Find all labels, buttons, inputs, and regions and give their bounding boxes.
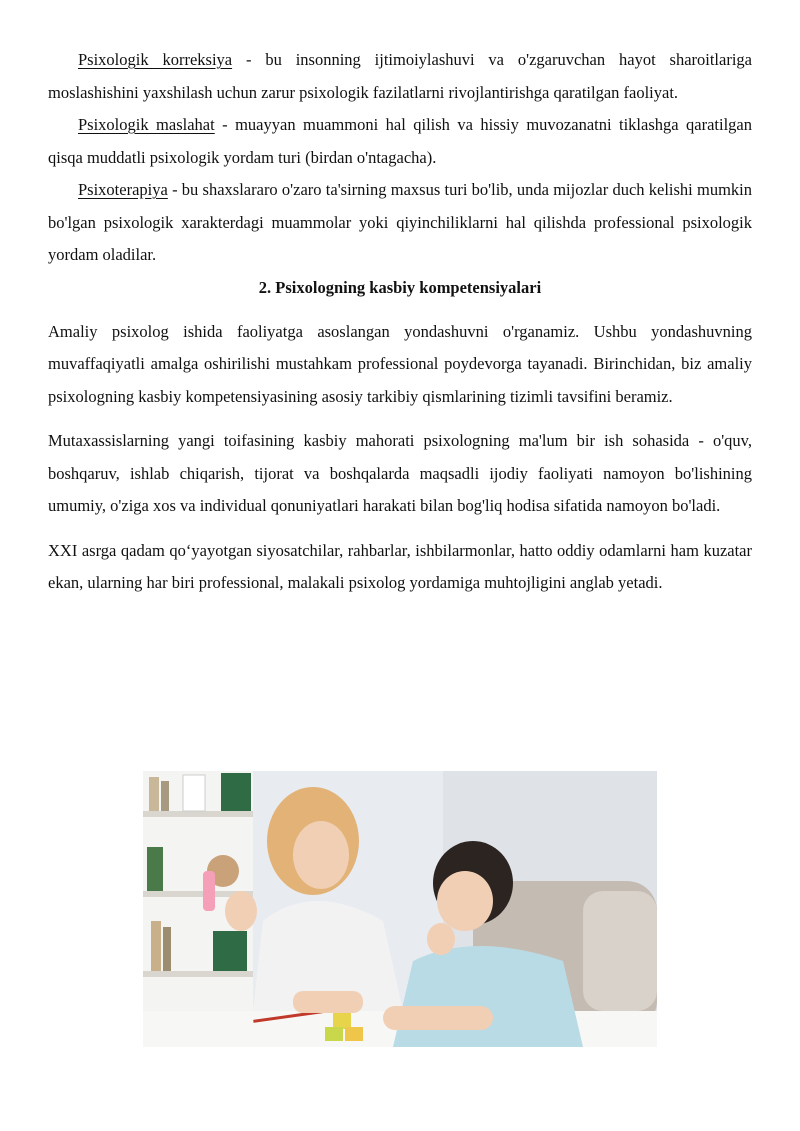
body-paragraph: Mutaxassislarning yangi toifasining kasbiy mahorati psixologning ma'lum bir ish sohasida - o'quv, boshqaruv, ishlab chiqarish, tijorat va boshqalarda maqsadli ijodiy faoliyati namoyon bo'lishining umumiy, o'ziga xos va individual qonuniyatlari harakati bilan bog'liq hodisa sifatida namoyon bo'ladi. (48, 431, 752, 515)
section-heading: 2. Psixologning kasbiy kompetensiyalari (258, 277, 542, 297)
definition-text: - bu shaxslararo o'zaro ta'sirning maxsus turi bo'lib, unda mijozlar duch kelishi mumkin bo'lgan psixologik xarakterdagi muammolar yoki qiyinchiliklarni hal qilishda professional psixologik yordam oladilar. (48, 180, 752, 264)
definition-paragraph (48, 174, 752, 272)
body-paragraph: Amaliy psixolog ishida faoliyatga asoslangan yondashuvni o'rganamiz. Ushbu yondashuvning muvaffaqiyatli amalga oshirilishi mustahkam professional poydevorga tayanadi. Birinchidan, biz amaliy psixologning kasbiy kompetensiyasining asosiy tarkibiy qismlarining tizimli tavsifini beramiz. (48, 321, 752, 406)
definition-term: Psixoterapiya (78, 180, 168, 199)
definition-paragraph (48, 109, 752, 174)
definition-term: Psixologik maslahat (78, 115, 215, 134)
psychologist-with-child-photo (143, 771, 657, 1047)
document-page (48, 44, 752, 600)
definition-text: - bu insonning ijtimoiylashuvi va o'zgaruvchan hayot sharoitlariga moslashishini yaxshilash uchun zarur psixologik fazilatlarni rivojlantirishga qaratilgan faoliyat. (48, 50, 752, 102)
body-paragraph: XXI asrga qadam qo‘yayotgan siyosatchilar, rahbarlar, ishbilarmonlar, hatto oddiy odamlarni ham kuzatar ekan, ularning har biri professional, malakali psixolog yordamiga muhtojligini anglab yetadi. (48, 540, 752, 592)
definition-text: - muayyan muammoni hal qilish va hissiy muvozanatni tiklashga qaratilgan qisqa muddatli psixologik yordam turi (birdan o'ntagacha). (48, 115, 752, 167)
definition-paragraph (48, 44, 752, 109)
definition-term: Psixologik korreksiya (78, 50, 233, 69)
